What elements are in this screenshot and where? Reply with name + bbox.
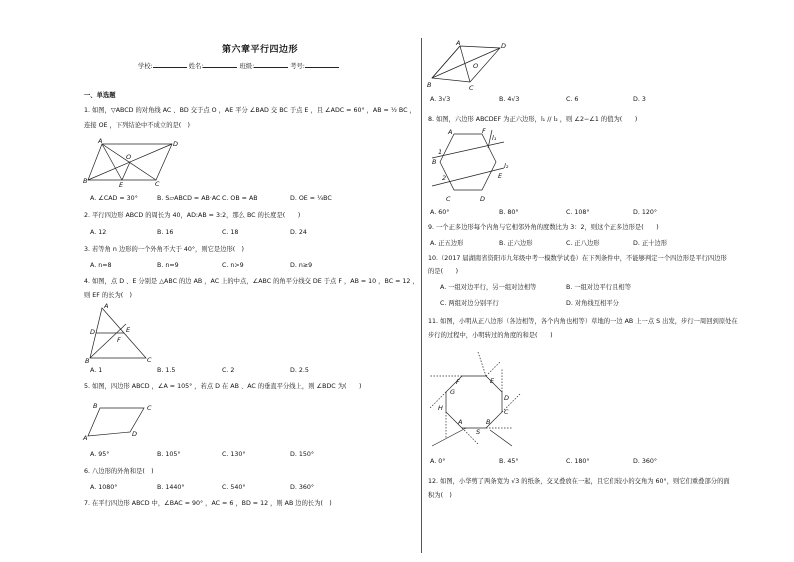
q4-label-b: B	[85, 357, 90, 365]
name-blank[interactable]	[203, 61, 237, 68]
q11-label-d: D	[504, 394, 510, 402]
q1-option-c[interactable]: C. OB = AB	[222, 195, 258, 202]
q11-label-a: A	[458, 418, 463, 426]
q7-label-b: B	[427, 81, 432, 89]
q10-option-d[interactable]: D. 对角线互相平分	[566, 300, 619, 307]
q5-text: 5. 如图，四边形 ABCD ，∠A = 105° ，若点 D 在 AB 、AC 的垂直平分线上，则 ∠BDC 为( )	[84, 383, 362, 390]
section-title: 一、单选题	[84, 92, 116, 99]
q1-figure	[84, 138, 184, 188]
q7-parallelogram	[432, 46, 500, 82]
q10-option-a[interactable]: A. 一组对边平行，另一组对边相等	[440, 284, 537, 291]
q4-label-e: E	[126, 326, 131, 334]
q10-option-c[interactable]: C. 两组对边分别平行	[440, 300, 499, 307]
q3-option-b[interactable]: B. n=9	[157, 262, 179, 269]
q4-label-f: F	[117, 336, 121, 344]
q1-option-d[interactable]: D. OE = ¼BC	[290, 195, 332, 202]
q8-option-d[interactable]: D. 120°	[633, 209, 658, 216]
q11-text-line2: 步行的过程中，小明转过的角度的和是( )	[428, 332, 553, 339]
q4-option-d[interactable]: D. 2.5	[290, 367, 309, 374]
q5-label-d: D	[132, 430, 138, 438]
q2-text: 2. 平行四边形 ABCD 的周长为 40，AD:AB = 3:2，那么 BC 的长度是( )	[84, 212, 301, 219]
name-label: 姓名:	[188, 63, 204, 70]
q4-text-line1: 4. 如图，点 D 、E 分别是 △ABC 的边 AB ，AC 上的中点，∠ABC 的角平分线交 DE 于点 F ，AB = 10 ，BC = 12 ，	[84, 278, 419, 285]
q9-text: 9. 一个正多边形每个内角与它相邻外角的度数比为 3：2，则这个正多边形是( )	[428, 224, 659, 231]
page-title: 第六章平行四边形	[221, 45, 298, 55]
q11-label-s: S	[476, 428, 481, 436]
q1-label-d: D	[173, 140, 179, 148]
student-info-line	[138, 61, 339, 70]
q5-label-c: C	[147, 404, 152, 412]
q5-label-a: A	[83, 434, 88, 442]
q2-option-a[interactable]: A. 12	[90, 229, 107, 236]
q5-figure	[84, 400, 164, 444]
school-blank[interactable]	[153, 61, 187, 68]
q11-label-h: H	[438, 404, 443, 412]
q4-text-line2: 则 EF 的长为( )	[84, 292, 133, 299]
q8-label-d: D	[480, 195, 486, 203]
q8-label-angle2: 2	[442, 174, 447, 182]
q6-option-c[interactable]: C. 540°	[222, 484, 246, 491]
q1-label-a: A	[98, 137, 103, 145]
q4-figure	[84, 302, 164, 364]
q8-option-c[interactable]: C. 108°	[566, 209, 590, 216]
q1-text-line2: 连接 OE ，下列结论中不成立的是( )	[84, 122, 191, 129]
q11-label-b: B	[486, 418, 491, 426]
q7-label-c: C	[469, 84, 474, 92]
q7-option-d[interactable]: D. 3	[633, 96, 646, 103]
school-label: 学校:	[138, 63, 153, 70]
q4-option-c[interactable]: C. 2	[222, 367, 235, 374]
q11-label-e: E	[490, 377, 495, 385]
q5-option-d[interactable]: D. 150°	[290, 451, 315, 458]
q1-option-b[interactable]: B. S▱ABCD = AB·AC	[157, 195, 221, 202]
q1-option-a[interactable]: A. ∠CAD = 30°	[90, 195, 138, 202]
q9-option-c[interactable]: C. 正八边形	[566, 240, 600, 247]
q8-label-f: F	[482, 127, 486, 135]
q12-text-line2: 积为( )	[428, 492, 452, 499]
q8-label-b: B	[432, 158, 437, 166]
q11-text-line1: 11. 如图，小明从正八边形（各边相等，各个内角也相等）草地的一边 AB 上一点 S 出发，步行一周回到原处在	[428, 318, 738, 325]
q11-figure	[428, 346, 528, 450]
q2-option-d[interactable]: D. 24	[290, 229, 307, 236]
q5-option-a[interactable]: A. 95°	[90, 451, 110, 458]
q10-text-line1: 10.（2017 届湖南省资阳市九年级中考一模数学试卷）在下列条件中，不能够判定一个四边形是平行四边形	[428, 255, 727, 262]
q7-label-a: A	[456, 39, 461, 47]
class-label: 班级:	[239, 63, 255, 70]
q1-label-o: O	[126, 153, 132, 161]
q4-label-c: C	[147, 356, 152, 364]
q1-label-b: B	[83, 177, 88, 185]
q11-label-f: F	[456, 378, 460, 386]
q1-label-c: C	[155, 180, 160, 188]
q7-option-b[interactable]: B. 4√3	[499, 96, 520, 103]
q8-label-a: A	[448, 128, 453, 136]
q8-label-e: E	[498, 172, 503, 180]
q7-option-a[interactable]: A. 3√3	[430, 96, 451, 103]
q11-label-c: C	[504, 408, 509, 416]
q2-option-b[interactable]: B. 16	[157, 229, 174, 236]
q7-figure	[428, 38, 508, 90]
q4-option-b[interactable]: B. 1.5	[157, 367, 176, 374]
q11-option-d[interactable]: D. 360°	[633, 458, 658, 465]
q11-option-a[interactable]: A. 0°	[430, 458, 446, 465]
q8-label-angle1: 1	[438, 148, 443, 156]
q7-option-c[interactable]: C. 6	[566, 96, 579, 103]
q11-option-c[interactable]: C. 180°	[566, 458, 590, 465]
q8-label-l2: l₂	[504, 162, 509, 170]
q10-text-line2: 的是( )	[428, 268, 459, 275]
q5-label-b: B	[93, 402, 98, 410]
q7-label-d: D	[501, 42, 507, 50]
q3-text: 3. 若等角 n 边形的一个外角不大于 40°，则它是边形( )	[84, 246, 245, 253]
q8-text: 8. 如图，六边形 ABCDEF 为正六边形，l₁ // l₂ ，则 ∠2−∠1 的值为( )	[428, 116, 638, 123]
q8-label-c: C	[446, 195, 451, 203]
q4-label-d: D	[90, 328, 96, 336]
q8-option-b[interactable]: B. 80°	[499, 209, 519, 216]
q1-label-e: E	[119, 181, 124, 189]
q9-option-d[interactable]: D. 正十边形	[633, 240, 668, 247]
q6-text: 6. 八边形的外角和是( )	[84, 468, 154, 475]
q4-option-a[interactable]: A. 1	[90, 367, 103, 374]
q4-label-a: A	[104, 302, 109, 310]
q1-text-line1: 1. 如图，▽ABCD 的对角线 AC 、BD 交于点 O ，AE 平分 ∠BAD 交 BC 于点 E ，且 ∠ADC = 60° ，AB = ½ BC ，	[84, 107, 416, 114]
q3-option-d[interactable]: D. n≥9	[290, 262, 313, 269]
q8-label-l1: l₁	[492, 134, 497, 142]
q5-option-c[interactable]: C. 130°	[222, 451, 246, 458]
q11-option-b[interactable]: B. 45°	[499, 458, 519, 465]
q9-option-b[interactable]: B. 正六边形	[499, 240, 533, 247]
exam-no-blank[interactable]	[305, 61, 339, 68]
q5-option-b[interactable]: B. 105°	[157, 451, 181, 458]
q3-option-a[interactable]: A. n=8	[90, 262, 112, 269]
q8-option-a[interactable]: A. 60°	[430, 209, 450, 216]
q8-figure	[428, 128, 518, 206]
q7-text: 7. 在平行四边形 ABCD 中，∠BAC = 90° ，AC = 6 ，BD = 12 ，则 AB 边的长为( )	[84, 500, 332, 507]
class-blank[interactable]	[254, 61, 288, 68]
q6-option-a[interactable]: A. 1080°	[90, 484, 118, 491]
q12-text-line1: 12. 如图，小华剪了两条宽为 √3 的纸条，交叉叠放在一起，且它们较小的交角为 60°，则它们重叠部分的面	[428, 478, 730, 485]
q7-label-o: O	[473, 62, 479, 70]
exam-no-label: 考号:	[290, 63, 305, 70]
q6-option-b[interactable]: B. 1440°	[157, 484, 185, 491]
q11-label-g: G	[450, 388, 456, 396]
q6-option-d[interactable]: D. 360°	[290, 484, 315, 491]
q2-option-c[interactable]: C. 18	[222, 229, 239, 236]
column-divider	[421, 38, 422, 553]
q10-option-b[interactable]: B. 一组对边平行且相等	[566, 284, 631, 291]
q3-option-c[interactable]: C. n>9	[222, 262, 244, 269]
q9-option-a[interactable]: A. 正五边形	[430, 240, 464, 247]
